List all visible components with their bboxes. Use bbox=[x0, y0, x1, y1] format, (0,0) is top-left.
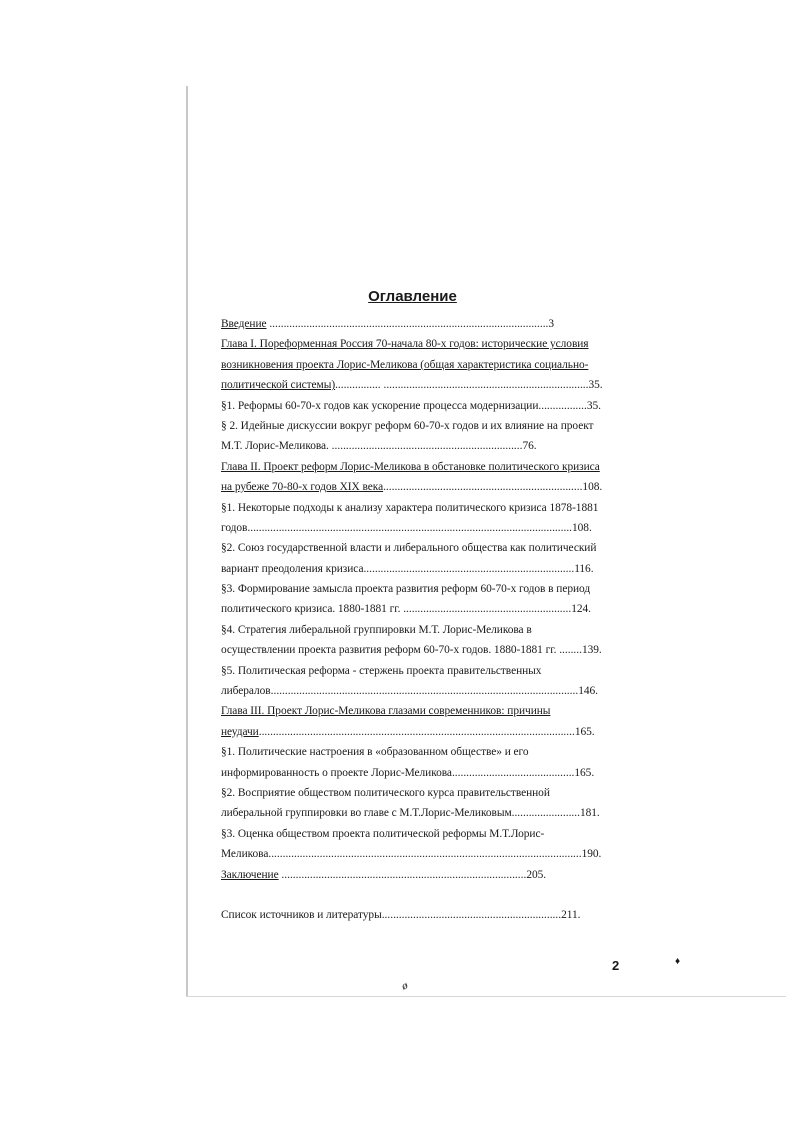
toc-heading-text: неудачи bbox=[221, 725, 259, 738]
toc-entry bbox=[221, 661, 608, 681]
toc-entry bbox=[221, 416, 608, 436]
page-number: 2 bbox=[612, 958, 620, 973]
toc-entry-text: информированность о проекте Лорис-Меликова bbox=[221, 766, 452, 779]
toc-leader-dots: ................................................................... bbox=[331, 440, 523, 453]
table-of-contents bbox=[221, 314, 608, 925]
toc-entry bbox=[221, 538, 608, 558]
toc-leader-dots: ............................................................................................................ bbox=[270, 685, 579, 698]
toc-page-number: 211. bbox=[561, 908, 581, 921]
toc-page-number: 146. bbox=[578, 685, 598, 698]
toc-entry-text: §2. Восприятие обществом политического курса правительственной bbox=[221, 786, 550, 799]
toc-entry bbox=[221, 314, 608, 334]
toc-heading-text: Заключение bbox=[221, 868, 279, 881]
toc-entry bbox=[221, 640, 608, 660]
toc-entry bbox=[221, 436, 608, 456]
toc-entry bbox=[221, 701, 608, 721]
toc-entry bbox=[221, 518, 608, 538]
diamond-mark-icon: ♦ bbox=[675, 956, 681, 967]
toc-entry bbox=[221, 559, 608, 579]
toc-leader-dots: ........................................... bbox=[451, 766, 575, 779]
toc-page-number: 35. bbox=[586, 399, 601, 412]
toc-entry bbox=[221, 579, 608, 599]
toc-entry-text: §1. Политические настроения в «образованном обществе» и его bbox=[221, 746, 529, 759]
toc-entry bbox=[221, 844, 608, 864]
toc-leader-dots: ...................................................................................... bbox=[281, 868, 527, 881]
toc-entry-text: §4. Стратегия либеральной группировки М.Т. Лорис-Меликова в bbox=[221, 623, 532, 636]
toc-heading-text: Введение bbox=[221, 318, 267, 330]
toc-entry-text: § 2. Идейные дискуссии вокруг реформ 60-70-х годов и их влияние на проект bbox=[221, 419, 594, 432]
toc-leader-dots: ............................................................................................................... bbox=[258, 725, 575, 738]
toc-heading-text: Глава II. Проект реформ Лорис-Меликова в обстановке политического кризиса bbox=[221, 460, 600, 473]
toc-entry-text: §2. Союз государственной власти и либерального общества как политический bbox=[221, 542, 597, 555]
toc-leader-dots: ........ bbox=[559, 644, 582, 657]
scanned-page-bottom-edge bbox=[186, 996, 786, 997]
toc-entry bbox=[221, 742, 608, 762]
toc-leader-dots: .............................................................................................................. bbox=[268, 848, 582, 861]
toc-entry bbox=[221, 681, 608, 701]
toc-entry-text: §1. Некоторые подходы к анализу характера политического кризиса 1878-1881 bbox=[221, 501, 599, 514]
toc-entry-text: §1. Реформы 60-70-х годов как ускорение процесса модернизации bbox=[221, 399, 539, 412]
toc-entry bbox=[221, 334, 608, 354]
toc-entry bbox=[221, 803, 608, 823]
toc-entry bbox=[221, 396, 608, 416]
toc-page-number: 205. bbox=[526, 868, 547, 881]
toc-page-number: 108. bbox=[572, 521, 592, 534]
scan-artifact-mark: ø bbox=[400, 979, 410, 993]
toc-heading-text: возникновения проекта Лорис-Меликова (общая характеристика социально- bbox=[221, 358, 589, 371]
toc-leader-dots: .................................................................................................. bbox=[269, 318, 549, 330]
toc-entry bbox=[221, 477, 608, 497]
toc-leader-dots: ........................ bbox=[511, 807, 580, 820]
toc-entry-text: §3. Формирование замысла проекта развития реформ 60-70-х годов в период bbox=[221, 583, 591, 596]
toc-page-number: 165. bbox=[574, 766, 595, 779]
toc-heading-text: на рубеже 70-80-х годов XIX века bbox=[221, 481, 384, 494]
toc-page-number: 139. bbox=[581, 644, 602, 657]
toc-entry-text: осуществлении проекта развития реформ 60-70-х годов. 1880-1881 гг. bbox=[221, 644, 560, 657]
toc-entry bbox=[221, 722, 608, 742]
toc-page-number: 108. bbox=[582, 481, 603, 494]
toc-page-number: 190. bbox=[581, 848, 602, 861]
toc-leader-dots: ................ ........................................................................ bbox=[335, 379, 589, 392]
toc-entry-text: вариант преодоления кризиса bbox=[221, 562, 364, 575]
toc-leader-dots: .......................................................................... bbox=[363, 562, 575, 575]
toc-heading-text: Глава I. Пореформенная Россия 70-начала 80-х годов: исторические условия bbox=[221, 338, 589, 351]
toc-page-number: 76. bbox=[522, 440, 537, 453]
toc-entry bbox=[221, 865, 608, 885]
toc-entry-text: Меликова bbox=[221, 848, 269, 861]
toc-leader-dots: ........................................................... bbox=[403, 603, 572, 616]
toc-entry bbox=[221, 620, 608, 640]
toc-entry bbox=[221, 599, 608, 619]
toc-page-number: 116. bbox=[574, 562, 594, 575]
toc-page-number: 181. bbox=[579, 807, 600, 820]
toc-entry-text: §3. Оценка обществом проекта политической реформы М.Т.Лорис- bbox=[221, 827, 545, 840]
toc-page-number: 35. bbox=[588, 379, 603, 392]
toc-entry bbox=[221, 824, 608, 844]
toc-entry-text: §5. Политическая реформа - стержень проекта правительственных bbox=[221, 664, 542, 677]
toc-entry-text: политического кризиса. 1880-1881 гг. bbox=[221, 603, 404, 616]
toc-entry-text: Список источников и литературы bbox=[221, 908, 382, 921]
toc-entry bbox=[221, 783, 608, 803]
toc-page-number: 124. bbox=[571, 603, 591, 616]
page-title: Оглавление bbox=[368, 288, 457, 305]
toc-leader-dots: .................................................................................................................. bbox=[247, 521, 573, 534]
toc-entry bbox=[221, 905, 608, 925]
toc-heading-text: Глава III. Проект Лорис-Меликова глазами современников: причины bbox=[221, 705, 551, 718]
toc-entry-text: М.Т. Лорис-Меликова. bbox=[221, 440, 332, 453]
toc-entry bbox=[221, 375, 608, 395]
toc-page-number: 165. bbox=[574, 725, 595, 738]
toc-leader-dots: ...................................................................... bbox=[383, 481, 583, 494]
toc-entry bbox=[221, 355, 608, 375]
toc-entry-text: годов bbox=[221, 521, 248, 534]
toc-entry-text: либеральной группировки во главе с М.Т.Лорис-Меликовым bbox=[221, 807, 512, 820]
toc-entry bbox=[221, 457, 608, 477]
toc-heading-text: политической системы) bbox=[221, 379, 336, 392]
toc-entry bbox=[221, 498, 608, 518]
toc-leader-dots: ................. bbox=[538, 399, 587, 412]
toc-entry-text: либералов bbox=[221, 685, 271, 698]
scanned-page-edge bbox=[186, 86, 188, 996]
toc-entry bbox=[221, 763, 608, 783]
toc-page-number: 3 bbox=[548, 318, 555, 330]
toc-leader-dots: ............................................................... bbox=[381, 908, 562, 921]
